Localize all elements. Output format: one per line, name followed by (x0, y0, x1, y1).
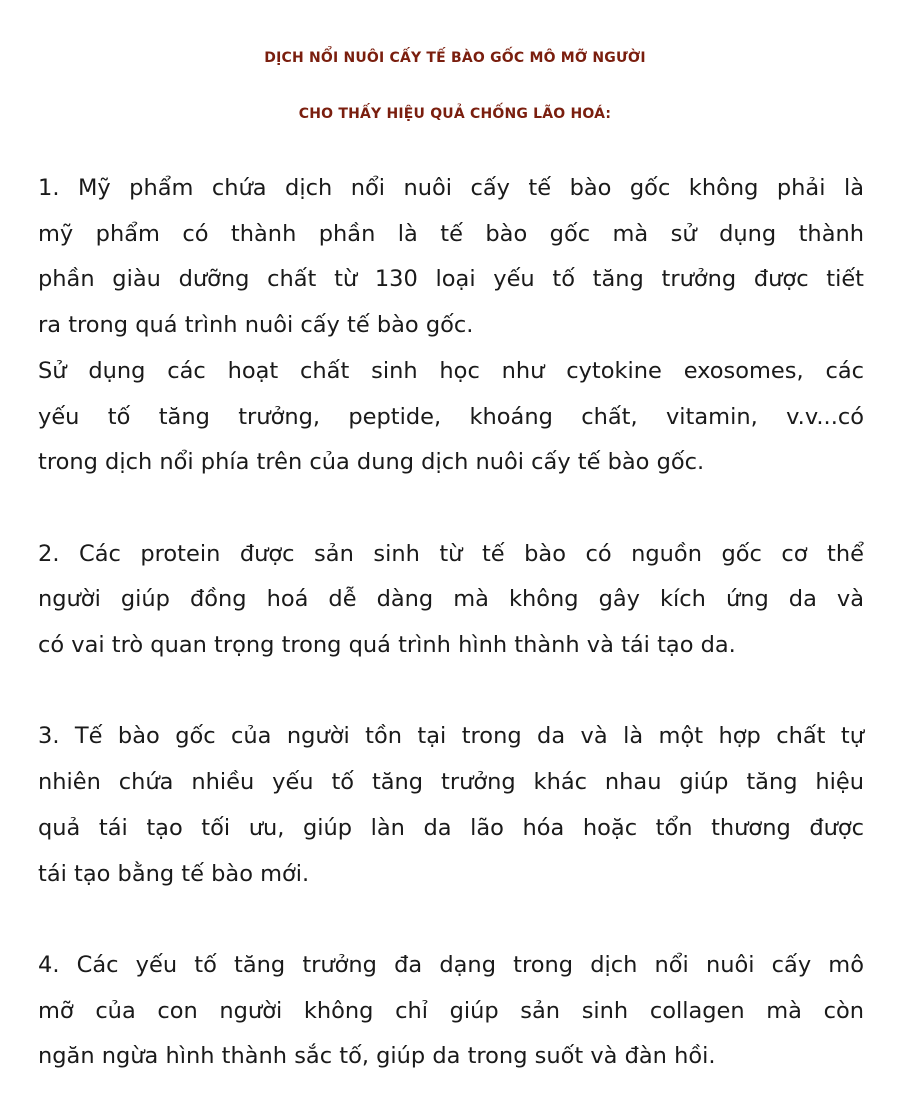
text-line: mỡ của con người không chỉ giúp sản sinh collagen mà còn (38, 997, 864, 1024)
text-line: ngăn ngừa hình thành sắc tố, giúp da trong suốt và đàn hồi. (38, 1043, 716, 1070)
text-line: 1. Mỹ phẩm chứa dịch nổi nuôi cấy tế bào gốc không phải là (38, 175, 864, 201)
paragraph-3 (38, 714, 864, 897)
paragraph-2 (38, 532, 864, 669)
text-line: ra trong quá trình nuôi cấy tế bào gốc. (38, 312, 474, 339)
article-body (38, 166, 864, 1080)
text-line: nhiên chứa nhiều yếu tố tăng trưởng khác nhau giúp tăng hiệu (38, 769, 864, 796)
title-line-1: DỊCH NỔI NUÔI CẤY TẾ BÀO GỐC MÔ MỠ NGƯỜI (264, 50, 646, 66)
text-line: tái tạo bằng tế bào mới. (38, 860, 310, 887)
paragraph-spacer (38, 486, 864, 532)
text-line: yếu tố tăng trưởng, peptide, khoáng chất, vitamin, v.v...có (38, 403, 864, 430)
text-line: 4. Các yếu tố tăng trưởng đa dạng trong dịch nổi nuôi cấy mô (38, 951, 864, 978)
text-line: người giúp đồng hoá dễ dàng mà không gây kích ứng da và (38, 586, 864, 613)
text-line: quả tái tạo tối ưu, giúp làn da lão hóa hoặc tổn thương được (38, 814, 864, 841)
paragraph-spacer (38, 897, 864, 943)
text-line: 3. Tế bào gốc của người tồn tại trong da và là một hợp chất tự (38, 723, 864, 750)
page-title (0, 30, 910, 142)
paragraph-spacer (38, 669, 864, 715)
paragraph-4 (38, 943, 864, 1080)
text-line: có vai trò quan trọng trong quá trình hình thành và tái tạo da. (38, 632, 736, 659)
text-line: phần giàu dưỡng chất từ 130 loại yếu tố tăng trưởng được tiết (38, 266, 864, 293)
title-line-2: CHO THẤY HIỆU QUẢ CHỐNG LÃO HOÁ: (298, 106, 612, 122)
text-line: 2. Các protein được sản sinh từ tế bào có nguồn gốc cơ thể (38, 540, 864, 567)
text-line: mỹ phẩm có thành phần là tế bào gốc mà sử dụng thành (38, 220, 864, 247)
text-line: Sử dụng các hoạt chất sinh học như cytokine exosomes, các (38, 357, 864, 384)
text-line: trong dịch nổi phía trên của dung dịch nuôi cấy tế bào gốc. (38, 449, 705, 476)
paragraph-1 (38, 166, 864, 486)
